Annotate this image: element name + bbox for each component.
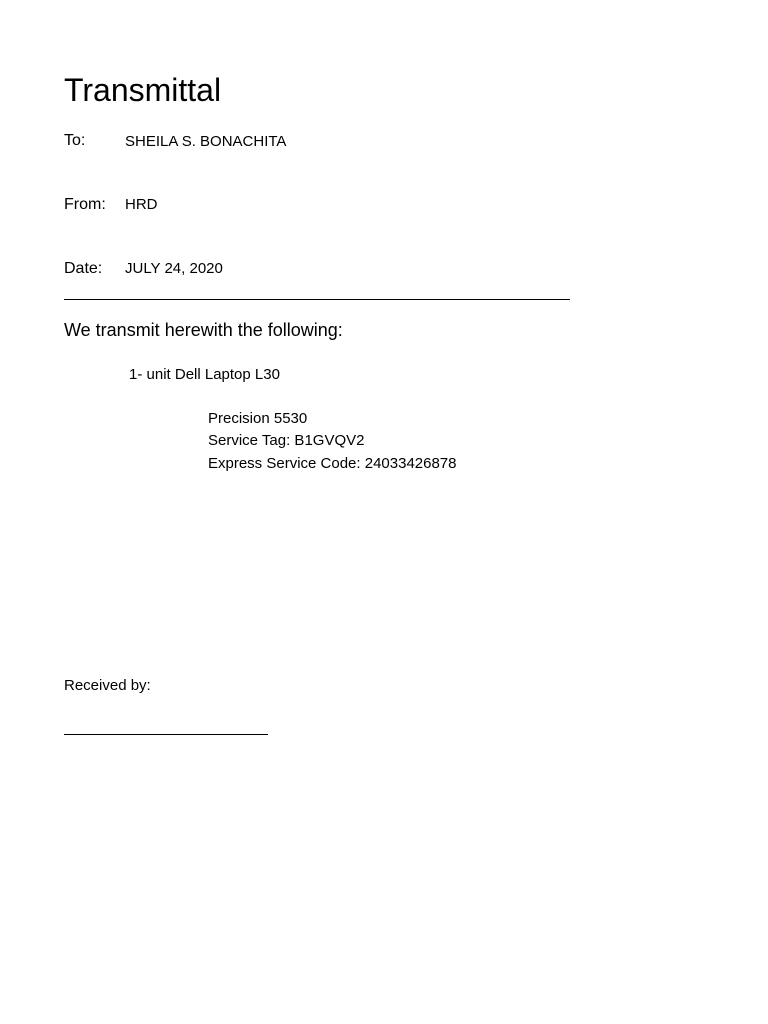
- document-title: Transmittal: [64, 72, 222, 108]
- item-detail-express-code: Express Service Code: 24033426878: [208, 455, 457, 472]
- from-label: From:: [64, 196, 106, 213]
- date-label: Date:: [64, 260, 103, 277]
- item-detail-model: Precision 5530: [208, 410, 308, 427]
- to-label: To:: [64, 132, 86, 149]
- intro-text: We transmit herewith the following:: [64, 320, 343, 340]
- received-by-label: Received by:: [64, 677, 151, 694]
- header-divider: [64, 299, 570, 300]
- to-value: SHEILA S. BONACHITA: [125, 133, 287, 150]
- item-detail-service-tag: Service Tag: B1GVQV2: [208, 432, 365, 449]
- from-value: HRD: [125, 196, 158, 213]
- item-line: 1- unit Dell Laptop L30: [129, 366, 280, 383]
- signature-line: [64, 734, 268, 735]
- date-value: JULY 24, 2020: [125, 260, 223, 277]
